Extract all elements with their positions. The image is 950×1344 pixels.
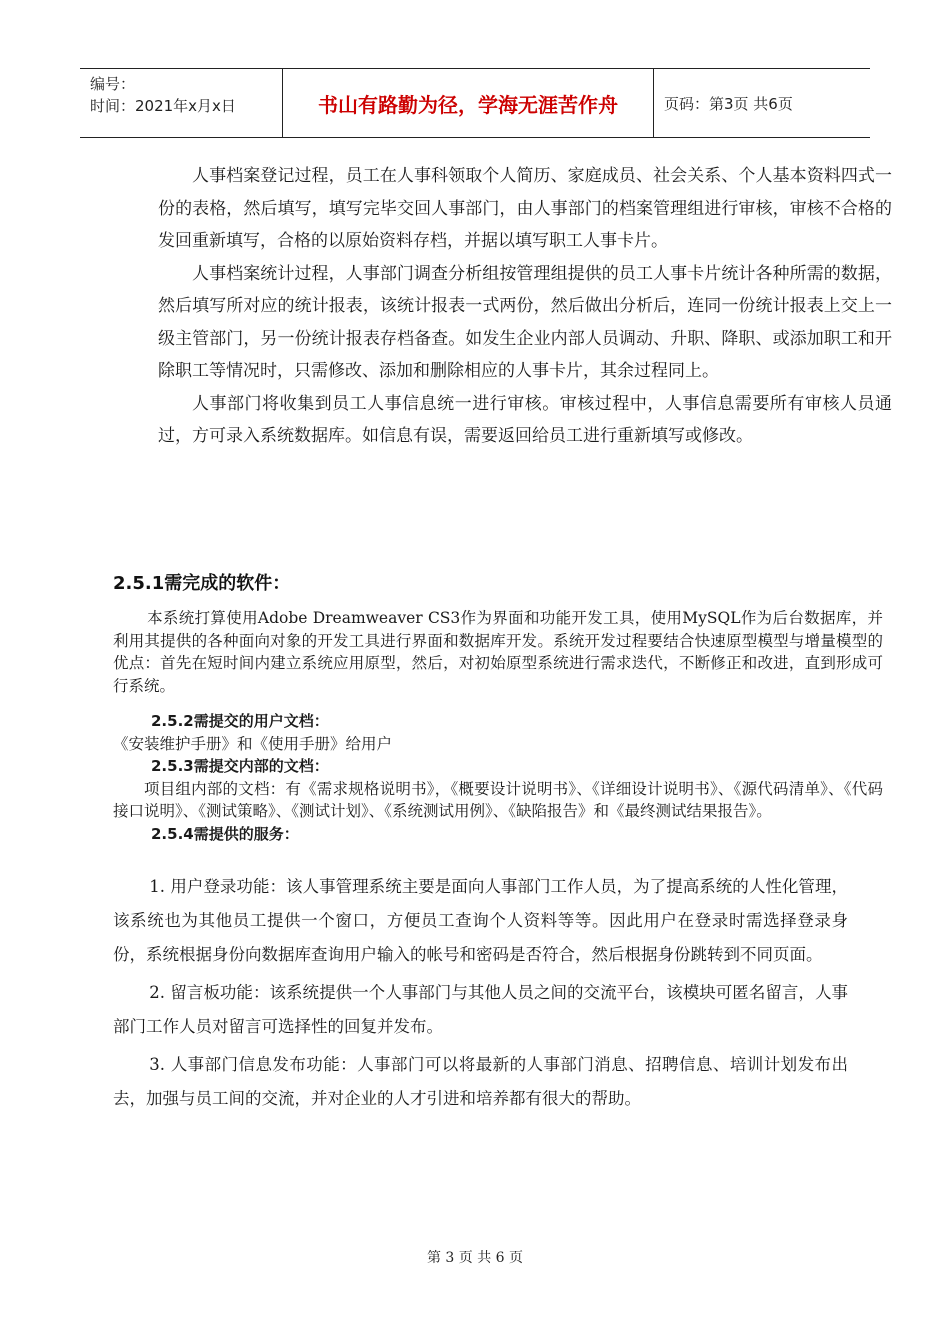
header-meta bbox=[80, 69, 282, 137]
intro-section bbox=[0, 160, 950, 453]
section-body-2-5-1: 本系统打算使用Adobe Dreamweaver CS3作为界面和功能开发工具，使用MySQL作为后台数据库，并利用其提供的各种面向对象的开发工具进行界面和数据库开发。系统开发过程要结合快速原型模型与增量模型的优点：首先在短时间内建立系统应用原型，然后，对初始原型系统进行需求迭代，不断修正和改进，直到形成可行系统。 bbox=[113, 609, 883, 695]
section-2-5-1 bbox=[0, 569, 950, 697]
paragraph-statistics: 人事档案统计过程，人事部门调查分析组按管理组提供的员工人事卡片统计各种所需的数据，然后填写所对应的统计报表，该统计报表一式两份，然后做出分析后，连同一份统计报表上交上一级主管部门，另一份统计报表存档备查。如发生企业内部人员调动、升职、降职、或添加职工和开除职工等情况时，只需修改、添加和删除相应的人事卡片，其余过程同上。 bbox=[158, 263, 892, 381]
service-item-message-board: 2. 留言板功能：该系统提供一个人事部门与其他人员之间的交流平台，该模块可匿名留言，人事部门工作人员对留言可选择性的回复并发布。 bbox=[113, 983, 848, 1036]
paragraph-registration: 人事档案登记过程，员工在人事科领取个人简历、家庭成员、社会关系、个人基本资料四式一份的表格，然后填写，填写完毕交回人事部门，由人事部门的档案管理组进行审核，审核不合格的发回重新填写，合格的以原始资料存档，并据以填写职工人事卡片。 bbox=[158, 166, 892, 251]
section-body-2-5-2: 《安装维护手册》和《使用手册》给用户 bbox=[113, 734, 393, 753]
services-list bbox=[0, 870, 950, 1116]
section-heading-2-5-1: 2.5.1需完成的软件： bbox=[113, 573, 291, 594]
section-heading-2-5-2: 2.5.2需提交的用户文档： bbox=[151, 712, 329, 730]
paragraph-review: 人事部门将收集到员工人事信息统一进行审核。审核过程中，人事信息需要所有审核人员通过，方可录入系统数据库。如信息有误，需要返回给员工进行重新填写或修改。 bbox=[158, 393, 892, 446]
section-heading-2-5-3: 2.5.3需提交内部的文档： bbox=[151, 757, 329, 775]
document-date-label: 时间：2021年x月x日 bbox=[90, 97, 236, 115]
header-motto: 书山有路勤为径，学海无涯苦作舟 bbox=[282, 69, 654, 137]
document-number-label: 编号： bbox=[90, 75, 136, 93]
page-footer: 第 3 页 共 6 页 bbox=[426, 1250, 524, 1266]
service-item-info-publish: 3. 人事部门信息发布功能：人事部门可以将最新的人事部门消息、招聘信息、培训计划发布出去，加强与员工间的交流，并对企业的人才引进和培养都有很大的帮助。 bbox=[113, 1055, 848, 1108]
service-item-login: 1. 用户登录功能：该人事管理系统主要是面向人事部门工作人员，为了提高系统的人性化管理，该系统也为其他员工提供一个窗口，方便员工查询个人资料等等。因此用户在登录时需选择登录身份，系统根据身份向数据库查询用户输入的帐号和密码是否符合，然后根据身份跳转到不同页面。 bbox=[113, 877, 848, 964]
header-page-info: 页码：第3页 共6页 bbox=[664, 94, 793, 113]
page-header bbox=[80, 68, 870, 138]
section-heading-2-5-4: 2.5.4需提供的服务： bbox=[151, 824, 299, 843]
section-2-5-2-to-2-5-4 bbox=[0, 710, 950, 845]
section-body-2-5-3: 项目组内部的文档：有《需求规格说明书》，《概要设计说明书》、《详细设计说明书》、《源代码清单》、《代码接口说明》、《测试策略》、《测试计划》、《系统测试用例》、《缺陷报告》和《最终测试结果报告》。 bbox=[113, 779, 883, 820]
